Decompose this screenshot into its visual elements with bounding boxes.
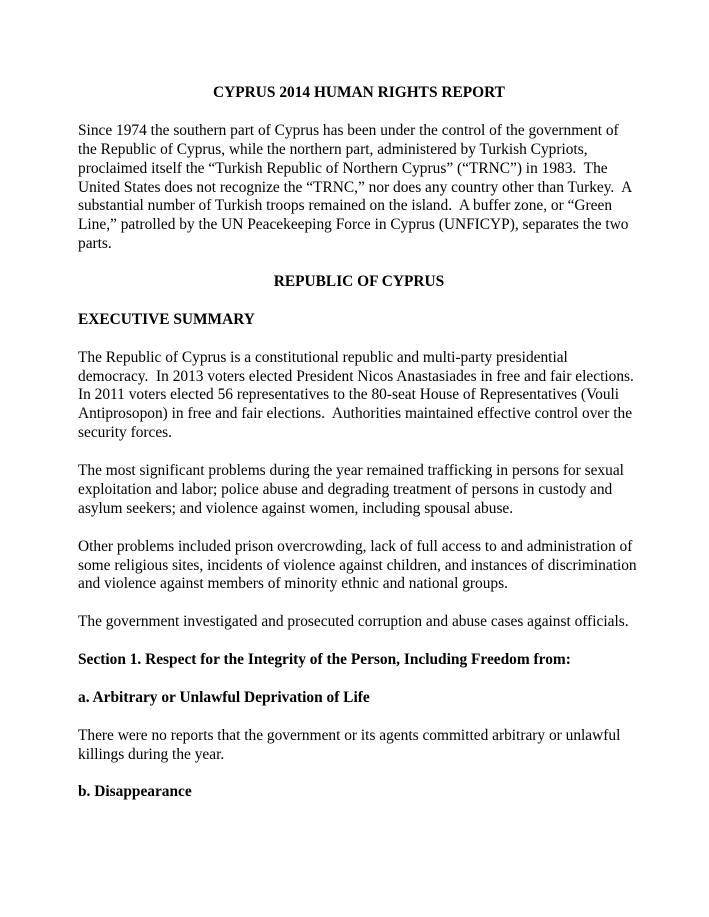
significant-problems-paragraph: The most significant problems during the year remained trafficking in persons for sexual exploitation and labor; police abuse and degrading treatment of persons in custody and asylum seekers; and violence against women, including spousal abuse. xyxy=(78,462,628,517)
section-1b-heading: b. Disappearance xyxy=(78,783,192,801)
section-1a-heading: a. Arbitrary or Unlawful Deprivation of Life xyxy=(78,688,370,706)
executive-summary-heading: EXECUTIVE SUMMARY xyxy=(78,310,255,328)
executive-summary-paragraph: The Republic of Cyprus is a constitutional republic and multi-party presidential democracy. In 2013 voters elected President Nicos Anastasiades in free and fair elections. In 2011 voters elected 56 representatives to the 80-seat House of Representatives (Vouli Antiprosopon) in free and fair elections. Authorities maintained effective control over the security forces. xyxy=(78,348,642,442)
intro-paragraph: Since 1974 the southern part of Cyprus has been under the control of the government of the Republic of Cyprus, while the northern part, administered by Turkish Cypriots, proclaimed itself the “Turkish Republic of Northern Cyprus” (“TRNC”) in 1983. The United States does not recognize the “TRNC,” nor does any country other than Turkey. A substantial number of Turkish troops remained on the island. A buffer zone, or “Green Line,” patrolled by the UN Peacekeeping Force in Cyprus (UNFICYP), separates the two parts. xyxy=(78,121,636,253)
corruption-paragraph: The government investigated and prosecuted corruption and abuse cases against officials. xyxy=(78,613,629,631)
document-title: CYPRUS 2014 HUMAN RIGHTS REPORT xyxy=(213,84,505,101)
no-unlawful-killings-paragraph: There were no reports that the government or its agents committed arbitrary or unlawful killings during the year. xyxy=(78,726,625,763)
section-1-heading: Section 1. Respect for the Integrity of the Person, Including Freedom from: xyxy=(78,651,571,669)
other-problems-paragraph: Other problems included prison overcrowding, lack of full access to and administration of some religious sites, incidents of violence against children, and instances of discrimination and violence against members of minority ethnic and national groups. xyxy=(78,537,641,593)
republic-of-cyprus-heading: REPUBLIC OF CYPRUS xyxy=(273,273,445,291)
